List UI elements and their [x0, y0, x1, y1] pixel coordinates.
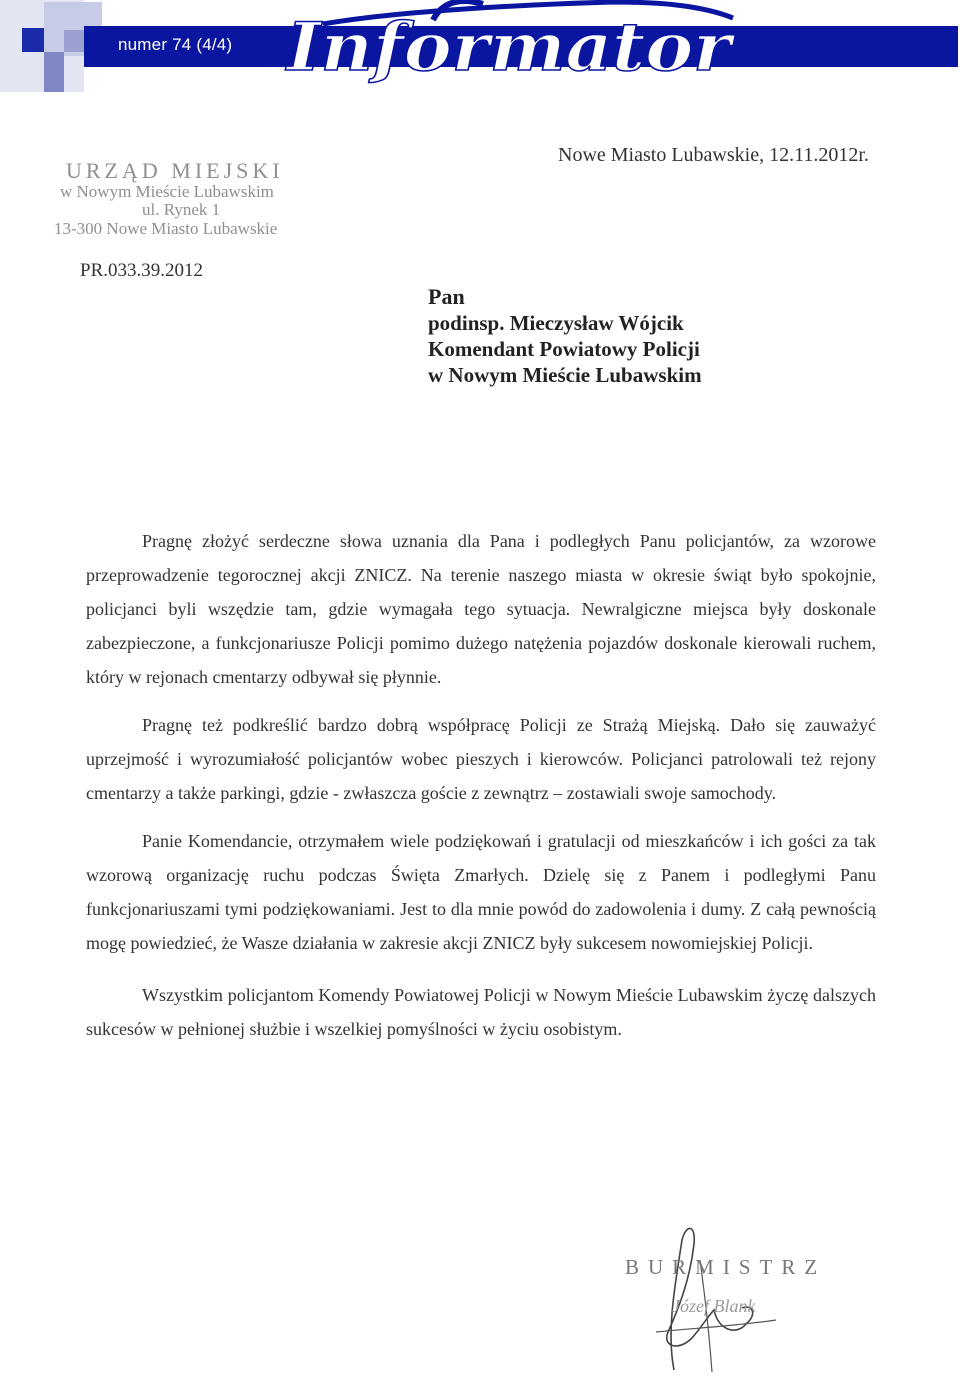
place-and-date: Nowe Miasto Lubawskie, 12.11.2012r. — [558, 144, 869, 166]
body-paragraph: Wszystkim policjantom Komendy Powiatowej Policji w Nowym Mieście Lubawskim życzę dalszych sukcesów w pełnionej służbie i wszelkiej pomyślności w życiu osobistym. — [86, 985, 876, 1039]
stamp-line-1: URZĄD MIEJSKI — [66, 158, 284, 183]
body-paragraph: Pragnę złożyć serdeczne słowa uznania dla Pana i podległych Panu policjantów, za wzorowe przeprowadzenie tegorocznej akcji ZNICZ. Na terenie naszego miasta w okresie świąt było spokojnie, policjanci byli wszędzie tam, gdzie wymagała tego sytuacja. Newralgiczne miejsca były doskonale zabezpieczone, a funkcjonariusze Policji pomimo dużego natężenia pojazdów doskonale kierowali ruchem, który w rejonach cmentarzy odbywał się płynnie. — [86, 531, 876, 687]
issue-number: numer 74 (4/4) — [118, 35, 233, 54]
svg-text:Informator: Informator — [284, 8, 736, 86]
header-decor-square — [64, 30, 84, 52]
body-paragraph: Pragnę też podkreślić bardzo dobrą współpracę Policji ze Strażą Miejską. Dało się zauważyć uprzejmość i wyrozumiałość policjantów wobec pieszych i kierowców. Policjanci patrolowali też rejony cmentarzy a także parkingi, gdzie - zwłaszcza goście z zewnątrz – zostawiali swoje samochody. — [86, 715, 876, 803]
addressee-line-1: Pan — [428, 284, 465, 309]
addressee-block — [428, 284, 702, 388]
office-stamp — [54, 158, 310, 239]
informator-logo — [283, 0, 743, 90]
stamp-line-3: ul. Rynek 1 — [142, 200, 221, 219]
signature-name: Józef Blank — [672, 1296, 756, 1316]
page-header — [0, 0, 960, 95]
addressee-line-3: Komendant Powiatowy Policji — [428, 337, 700, 361]
header-decor-square — [22, 28, 44, 52]
letter-body — [86, 524, 876, 1060]
addressee-line-4: w Nowym Mieście Lubawskim — [428, 363, 702, 387]
stamp-line-2: w Nowym Mieście Lubawskim — [60, 182, 274, 201]
header-decor-square — [44, 52, 64, 92]
stamp-line-4: 13-300 Nowe Miasto Lubawskie — [54, 219, 278, 238]
reference-number: PR.033.39.2012 — [80, 260, 203, 281]
signature-title: BURMISTRZ — [625, 1255, 827, 1279]
addressee-line-2: podinsp. Mieczysław Wójcik — [428, 311, 684, 335]
body-paragraph: Panie Komendancie, otrzymałem wiele podziękowań i gratulacji od mieszkańców i ich gości za tak wzorową organizację ruchu podczas Święta Zmarłych. Dzielę się z Panem i podległymi Panu funkcjonariuszami tymi podziękowaniami. Jest to dla mnie powód do zadowolenia i dumy. Z całą pewnością mogę powiedzieć, że Wasze działania w zakresie akcji ZNICZ były sukcesem nowomiejskiej Policji. — [86, 831, 876, 953]
